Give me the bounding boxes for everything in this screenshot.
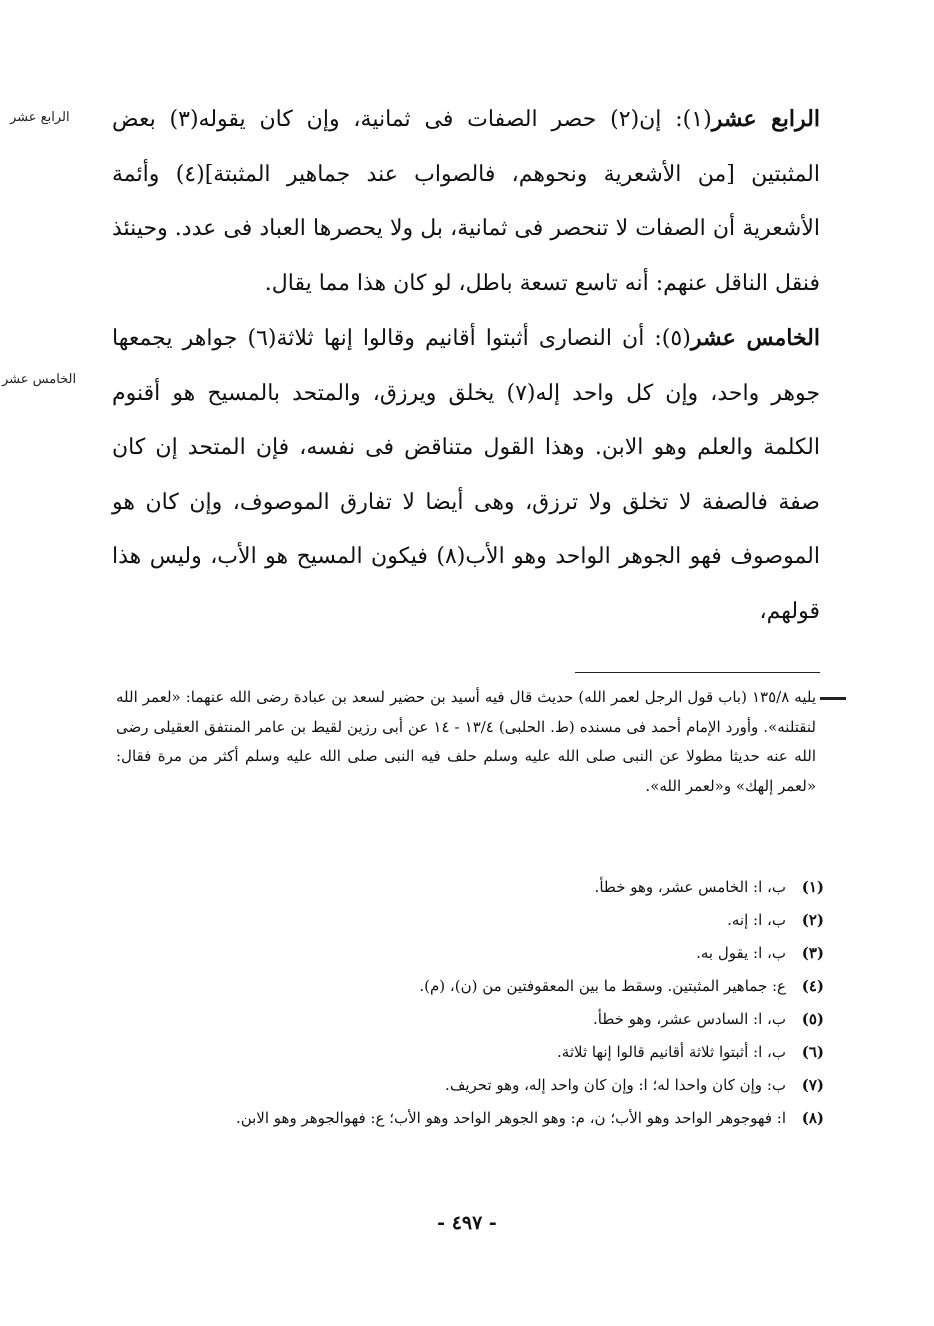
margin-note-rabi-ashar: الرابع عشر <box>10 110 70 125</box>
footnote-text: ب، ا: الخامس عشر، وهو خطأ. <box>594 878 786 896</box>
paragraph-heading: الخامس عشر <box>690 325 821 351</box>
footnote-number: (١) <box>801 878 824 896</box>
footnote <box>116 1038 824 1067</box>
footnote <box>116 1071 824 1100</box>
footnote-number: (٧) <box>801 1076 824 1094</box>
paragraph-fourteenth <box>112 92 820 311</box>
footnote <box>116 873 824 902</box>
footnote-text: ب، ا: أثبتوا ثلاثة أقانيم قالوا إنها ثلاثة. <box>557 1043 786 1061</box>
paragraph-fifteenth <box>112 311 820 639</box>
footnote-text: ب، ا: يقول به. <box>696 944 786 962</box>
paragraph-body: (٥): أن النصارى أثبتوا أقانيم وقالوا إنها ثلاثة(٦) جواهر يجمعها جوهر واحد، وإن كل واحد إله(٧) يخلق ويرزق، والمتحد بالمسيح هو أقنوم الكلمة والعلم وهو الابن. وهذا القول متناقض فى نفسه، فإن المتحد إن كان صفة فالصفة لا تخلق ولا ترزق، وهى أيضا لا تفارق الموصوف، وإن كان هو الموصوف فهو الجوهر الواحد وهو الأب(٨) فيكون المسيح هو الأب، وليس هذا قولهم، <box>112 326 820 624</box>
footnote <box>116 939 824 968</box>
footnote-number: (٦) <box>801 1043 824 1061</box>
footnote <box>116 972 824 1001</box>
footnote-number: (٣) <box>801 944 824 962</box>
paragraph-heading: الرابع عشر <box>711 106 820 132</box>
footnote <box>116 1104 824 1133</box>
footnote-continuation: يليه ١٣٥/٨ (باب قول الرجل لعمر الله) حديث قال فيه أسيد بن حضير لسعد بن عبادة رضى الله عنهما: «لعمر الله لنقتلنه». وأورد الإمام أحمد فى مسنده (ط. الحلبى) ١٣/٤ - ١٤ عن أبى رزين لقيط بن عامر المنتفق العقيلى رضى الله عنه حديثا مطولا عن النبى صلى الله عليه وسلم حلف فيه النبى صلى الله عليه وسلم أكثر من مرة فقال: «لعمر إلهك» و«لعمر الله». <box>116 688 816 795</box>
footnote-number: (٨) <box>801 1109 824 1127</box>
footnote-number: (٤) <box>801 977 824 995</box>
main-text <box>112 92 820 639</box>
footnote-number: (٢) <box>801 911 824 929</box>
footnote-text: ب، ا: إنه. <box>727 911 786 929</box>
footnote <box>116 906 824 935</box>
footnote-list <box>116 873 824 1137</box>
footnote-number: (٥) <box>801 1010 824 1028</box>
page-number: - ٤٩٧ - <box>437 1212 497 1234</box>
footnote-text: ا: فهوجوهر الواحد وهو الأب؛ ن، م: وهو الجوهر الواحد وهو الأب؛ ع: فهوالجوهر وهو الابن. <box>235 1109 786 1127</box>
footnote-separator <box>575 672 820 673</box>
footnote-text: ب، ا: السادس عشر، وهو خطأ. <box>593 1010 786 1028</box>
footnote <box>116 1005 824 1034</box>
continuation-dash <box>820 697 846 700</box>
margin-note-khamis-ashar: الخامس عشر <box>2 372 77 387</box>
footnote-text: ب: وإن كان واحدا له؛ ا: وإن كان واحد إله، وهو تحريف. <box>445 1076 786 1094</box>
paragraph-body: (١): إن(٢) حصر الصفات فى ثمانية، وإن كان يقوله(٣) بعض المثبتين [من الأشعرية ونحوهم، فالصواب عند جماهير المثبتة](٤) وأئمة الأشعرية أن الصفات لا تنحصر فى ثمانية، بل ولا يحصرها العباد فى عدد. وحينئذ فنقل الناقل عنهم: أنه تاسع تسعة باطل، لو كان هذا مما يقال. <box>112 107 821 296</box>
footnote-text: ع: جماهير المثبتين. وسقط ما بين المعقوفتين من (ن)، (م). <box>419 977 786 995</box>
